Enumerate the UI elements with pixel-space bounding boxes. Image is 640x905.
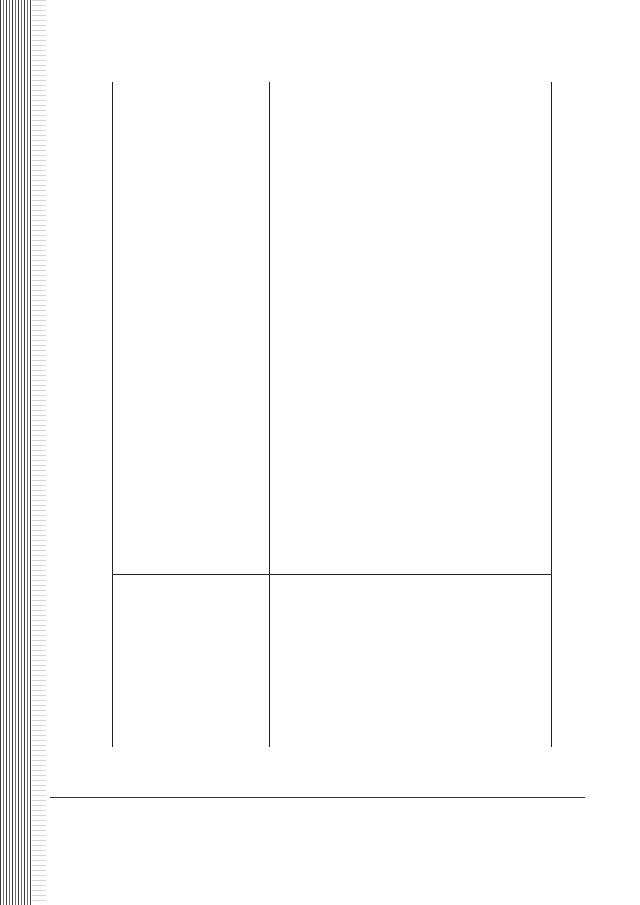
table-column-divider (269, 82, 270, 747)
scan-binding-shadow (32, 0, 46, 905)
table-left-border (112, 82, 113, 747)
requirements-table (112, 82, 552, 747)
table-row-divider (112, 574, 552, 575)
scan-binding-edge (0, 0, 32, 905)
bottom-rule (50, 797, 585, 798)
table-right-border (551, 82, 552, 747)
